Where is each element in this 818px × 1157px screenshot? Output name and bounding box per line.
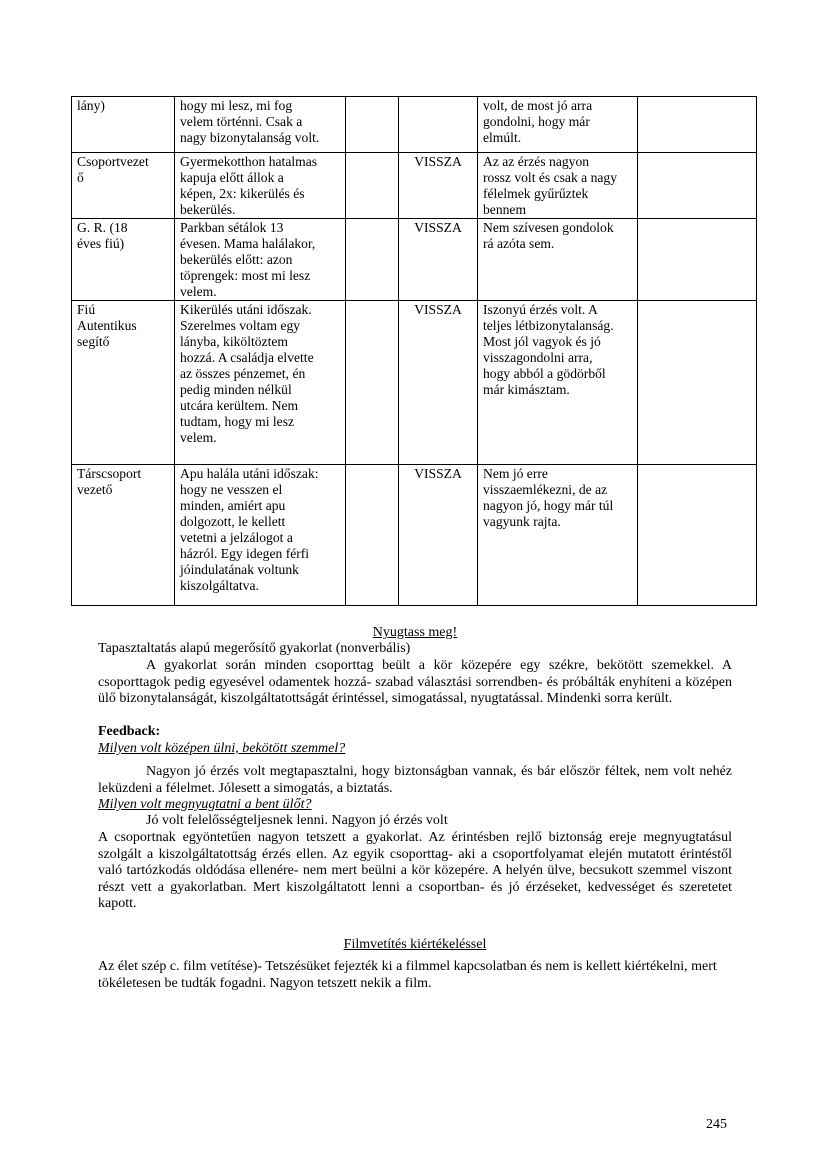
memory-table [71,96,757,606]
cell-line: tudtam, hogy mi lesz [180,414,295,429]
table-cell-memory [175,153,346,219]
cell-line: hogy abból a gödörből [483,366,606,381]
table-cell-who [72,301,175,465]
cell-line: hozzá. A családja elvette [180,350,314,365]
cell-line: dolgozott, le kellett [180,514,286,529]
exercise-description: A gyakorlat során minden csoporttag beült a kör közepére egy székre, bekötött szemekkel. A csoporttagok pedig egyesével odamentek hozzá- szabad választási sorrendben- és próbálták enyhíteni a középen ülő bizonytalanságát, kiszolgáltatottságát érintéssel, simogatással, nyugtatással. Mindenki sorra került. [98,658,732,706]
cell-line: Csoportvezet [77,154,149,169]
cell-line: hogy mi lesz, mi fog [180,98,293,113]
page-number: 245 [706,1117,727,1132]
table-cell-memory [175,219,346,301]
cell-line: velem történni. Csak a [180,114,303,129]
table-row [72,301,757,465]
section-title-nyugtass: Nyugtass meg! [372,625,458,640]
cell-line: Autentikus [77,318,137,333]
cell-line: rá azóta sem. [483,236,555,251]
cell-line: gondolni, hogy már [483,114,590,129]
cell-line: bekerülés. [180,202,236,217]
table-cell-col3 [346,465,399,606]
cell-line: pedig minden nélkül [180,382,292,397]
table-cell-memory [175,97,346,153]
cell-line: Kikerülés utáni időszak. [180,302,312,317]
table-row [72,465,757,606]
cell-line: minden, amiért apu [180,498,286,513]
cell-line: bekerülés előtt: azon [180,252,293,267]
cell-line: házról. Egy idegen férfi [180,546,310,561]
cell-line: teljes létbizonytalanság. [483,318,614,333]
cell-text: VISSZA [414,154,462,169]
cell-line: utcára kerültem. Nem [180,398,299,413]
table-row [72,153,757,219]
cell-line: G. R. (18 [77,220,128,235]
table-row [72,97,757,153]
cell-line: az összes pénzemet, én [180,366,306,381]
table-cell-col3 [346,301,399,465]
table-cell-who [72,219,175,301]
cell-line: visszaemlékezni, de az [483,482,608,497]
table-cell-direction [399,97,478,153]
table-cell-who [72,465,175,606]
feedback-answer-2: Jó volt felelősségteljesnek lenni. Nagyon jó érzés volt [146,813,448,828]
table-cell-col6 [638,301,757,465]
cell-line: nagy bizonytalanság volt. [180,130,320,145]
cell-line: Gyermekotthon hatalmas [180,154,318,169]
cell-line: ő [77,170,84,185]
table-cell-memory [175,465,346,606]
table-cell-col3 [346,97,399,153]
table-cell-col3 [346,219,399,301]
cell-line: visszagondolni arra, [483,350,593,365]
cell-line: lány) [77,98,105,113]
table-cell-feeling [478,219,638,301]
cell-line: velem. [180,284,217,299]
cell-line: töprengek: most mi lesz [180,268,311,283]
cell-line: Nem jó erre [483,466,548,481]
cell-line: vezető [77,482,113,497]
cell-line: kiszolgáltatva. [180,578,259,593]
exercise-subtitle: Tapasztaltatás alapú megerősítő gyakorlat (nonverbális) [98,641,411,656]
table-cell-col6 [638,153,757,219]
cell-line: kapuja előtt állok a [180,170,284,185]
cell-line: segítő [77,334,110,349]
feedback-answer-1: Nagyon jó érzés volt megtapasztalni, hogy biztonságban vannak, és bár először féltek, nem volt nehéz leküzdeni a félelmet. Jólesett a simogatás, a biztatás. [98,764,732,796]
cell-line: félelmek gyűrűztek [483,186,589,201]
table-cell-memory [175,301,346,465]
cell-line: Az az érzés nagyon [483,154,590,169]
cell-line: hogy ne vesszen el [180,482,283,497]
cell-line: jóindulatának voltunk [180,562,299,577]
cell-line: évesen. Mama halálakor, [180,236,316,251]
table-cell-feeling [478,153,638,219]
feedback-summary: A csoportnak egyöntetűen nagyon tetszett a gyakorlat. Az érintésben rejlő biztonság ereje megnyugtatásul szolgált a kiszolgáltatottság érzés ellen. Az egyik csoporttag- aki a csoportfolyamat elején mutatott érintéstől való tartózkodás oldódása ellenére- nem mert beülni a kör közepére. A helyén ülve, becsukott szemmel viszont részt vett a gyakorlatban. Mert kiszolgáltatott lenni a csoportban- és jó érzéseket, kedvességet és szeretetet kapott. [98,830,732,911]
cell-line: elmúlt. [483,130,522,145]
table-row [72,219,757,301]
feedback-question-1: Milyen volt középen ülni, bekötött szemmel? [98,741,346,756]
cell-line: Parkban sétálok 13 [180,220,284,235]
cell-line: képen, 2x: kikerülés és [180,186,305,201]
cell-line: már kimásztam. [483,382,570,397]
table-cell-direction [399,465,478,606]
table-cell-direction [399,301,478,465]
cell-line: éves fiú) [77,236,125,251]
table-cell-direction [399,219,478,301]
feedback-label: Feedback: [98,724,161,739]
cell-line: velem. [180,430,217,445]
table-cell-col6 [638,97,757,153]
cell-line: rossz volt és csak a nagy [483,170,618,185]
table-cell-who [72,97,175,153]
cell-line: Nem szívesen gondolok [483,220,614,235]
table-cell-direction [399,153,478,219]
cell-text: VISSZA [414,466,462,481]
table-cell-col6 [638,219,757,301]
cell-line: bennem [483,202,527,217]
cell-line: vagyunk rajta. [483,514,561,529]
cell-line: volt, de most jó arra [483,98,593,113]
feedback-question-2: Milyen volt megnyugtatni a bent ülőt? [98,797,312,812]
cell-line: Apu halála utáni időszak: [180,466,319,481]
cell-line: nagyon jó, hogy már túl [483,498,614,513]
memory-table-body [72,97,757,606]
cell-line: Társcsoport [77,466,142,481]
table-cell-feeling [478,97,638,153]
table-cell-feeling [478,465,638,606]
cell-text: VISSZA [414,302,462,317]
cell-line: Szerelmes voltam egy [180,318,301,333]
cell-line: vetetni a jelzálogot a [180,530,293,545]
cell-line: Fiú [77,302,96,317]
cell-text: VISSZA [414,220,462,235]
cell-line: Iszonyú érzés volt. A [483,302,598,317]
film-description: Az élet szép c. film vetítése)- Tetszésüket fejezték ki a filmmel kapcsolatban és nem is kellett kiértékelni, mert tökéletesen be tudták fogadni. Nagyon tetszett nekik a film. [98,959,717,991]
table-cell-who [72,153,175,219]
table-cell-feeling [478,301,638,465]
table-cell-col6 [638,465,757,606]
cell-line: Most jól vagyok és jó [483,334,601,349]
cell-line: lányba, kiköltöztem [180,334,288,349]
table-cell-col3 [346,153,399,219]
section-title-film: Filmvetítés kiértékeléssel [343,937,487,952]
